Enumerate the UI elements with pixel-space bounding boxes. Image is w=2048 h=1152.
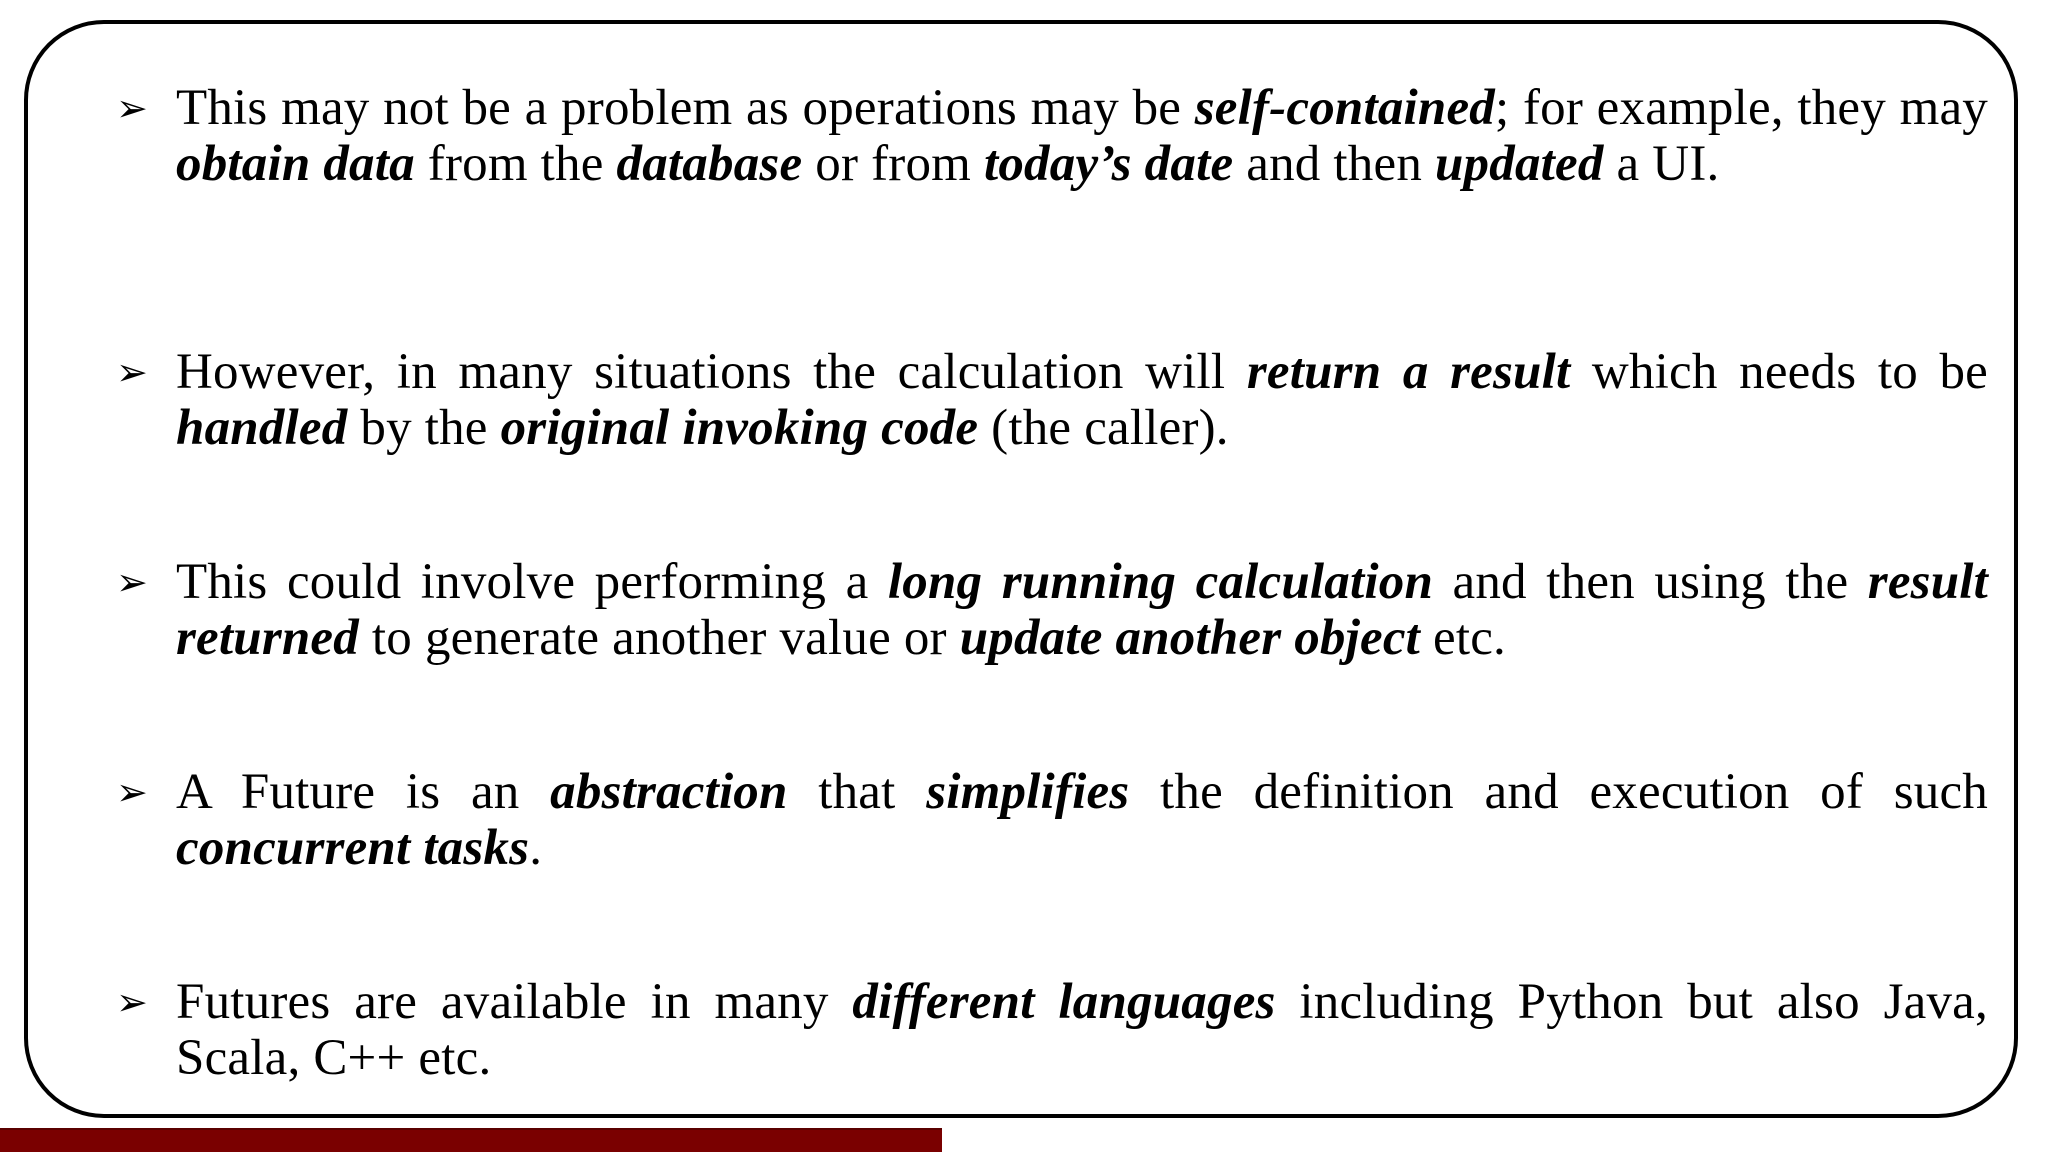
emphasized-text: obtain data [176, 136, 415, 192]
text-segment: Futures are available in many [176, 974, 853, 1030]
bullet-text [176, 764, 1988, 876]
text-segment: . [529, 820, 543, 876]
arrow-bullet-icon: ➢ [116, 350, 148, 394]
text-segment: by the [347, 400, 501, 456]
text-segment: (the caller). [978, 400, 1229, 456]
text-segment: This could involve performing a [176, 554, 888, 610]
emphasized-text: handled [176, 400, 348, 456]
bullet-text [176, 344, 1988, 456]
bullet-item-2 [116, 344, 1988, 456]
emphasized-text: return a result [1246, 344, 1571, 400]
emphasized-text: abstraction [550, 764, 788, 820]
arrow-bullet-icon: ➢ [116, 560, 148, 604]
text-segment: which needs to be [1570, 344, 1988, 400]
emphasized-text: today’s date [983, 136, 1234, 192]
text-segment: that [787, 764, 927, 820]
slide-frame [24, 20, 2018, 1118]
footer-accent-bar [0, 1128, 942, 1152]
bullet-text [176, 80, 1988, 192]
text-segment: ; for example, they may [1495, 80, 1988, 136]
emphasized-text: update another object [959, 610, 1421, 666]
emphasized-text: database [616, 136, 803, 192]
text-segment: the definition and execution of such [1129, 764, 1988, 820]
arrow-bullet-icon: ➢ [116, 770, 148, 814]
emphasized-text: updated [1434, 136, 1604, 192]
emphasized-text: result returned [176, 554, 1989, 666]
bullet-item-5 [116, 974, 1988, 1086]
text-segment: a UI. [1603, 136, 1720, 192]
text-segment: However, in many situations the calculation will [176, 344, 1247, 400]
text-segment: from the [414, 136, 617, 192]
bullet-text [176, 974, 1988, 1086]
text-segment: or from [802, 136, 984, 192]
text-segment: and then using the [1433, 554, 1868, 610]
emphasized-text: self-contained [1194, 80, 1495, 136]
emphasized-text: concurrent tasks [176, 820, 530, 876]
text-segment: to generate another value or [358, 610, 960, 666]
text-segment: etc. [1420, 610, 1507, 666]
text-segment: This may not be a problem as operations may be [176, 80, 1195, 136]
emphasized-text: original invoking code [500, 400, 979, 456]
emphasized-text: simplifies [926, 764, 1130, 820]
bullet-item-1 [116, 80, 1988, 192]
arrow-bullet-icon: ➢ [116, 980, 148, 1024]
text-segment: and then [1233, 136, 1435, 192]
text-segment: A Future is an [176, 764, 551, 820]
bullet-item-4 [116, 764, 1988, 876]
arrow-bullet-icon: ➢ [116, 86, 148, 130]
emphasized-text: long running calculation [887, 554, 1434, 610]
bullet-item-3 [116, 554, 1988, 666]
text-segment: including Python but also Java, Scala, C++ etc. [176, 974, 1988, 1086]
emphasized-text: different languages [852, 974, 1276, 1030]
bullet-text [176, 554, 1988, 666]
